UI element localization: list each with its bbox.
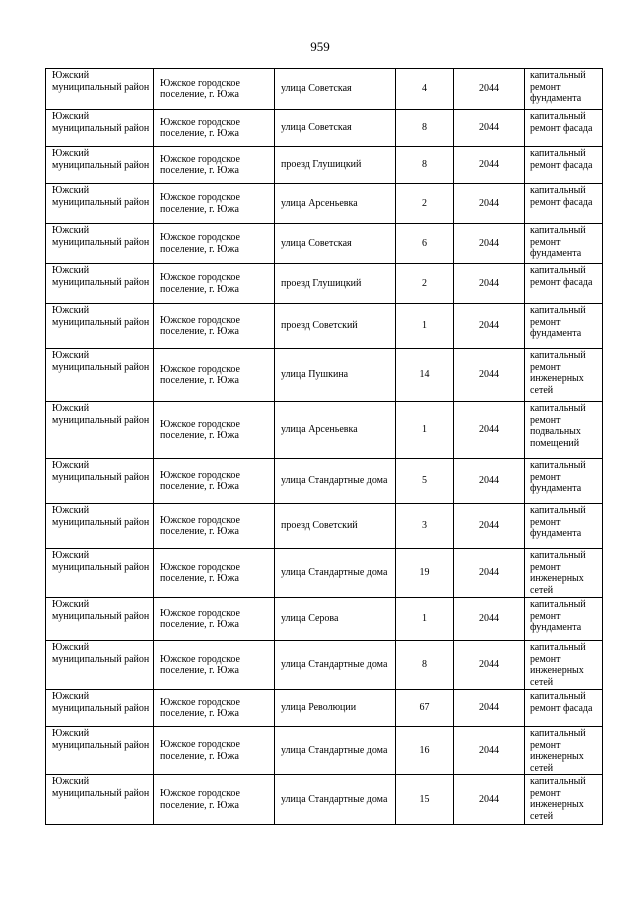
street-cell-text: улица Стандартные дома [281,567,388,579]
house-number-cell [396,264,454,304]
work-type-cell-text: капитальный ремонт фасада [530,691,593,714]
district-cell [46,264,154,304]
year-cell [454,598,525,641]
district-cell [46,402,154,459]
work-type-cell-text: капитальный ремонт фасада [530,265,593,288]
district-cell [46,690,154,727]
settlement-cell-text: Южское городское поселение, г. Южа [160,469,240,492]
street-cell [275,775,396,825]
work-type-cell [525,69,603,110]
street-cell [275,110,396,147]
settlement-cell [154,459,275,504]
settlement-cell-text: Южское городское поселение, г. Южа [160,116,240,139]
work-type-cell [525,349,603,402]
street-cell [275,304,396,349]
district-cell-text: Южский муниципальный район [52,111,150,134]
table-row [46,349,603,402]
page-number: 959 [310,39,330,54]
year-cell [454,304,525,349]
year-cell-text: 2044 [479,744,499,756]
work-type-cell-text: капитальный ремонт фундамента [530,70,586,104]
district-cell [46,549,154,598]
work-type-cell-text: капитальный ремонт фасада [530,185,593,208]
district-cell [46,504,154,549]
district-cell-text: Южский муниципальный район [52,403,150,426]
district-cell-text: Южский муниципальный район [52,70,150,93]
street-cell [275,504,396,549]
year-cell [454,549,525,598]
street-cell [275,459,396,504]
year-cell-text: 2044 [479,122,499,134]
work-type-cell-text: капитальный ремонт инженерных сетей [530,642,586,688]
work-type-cell [525,147,603,184]
work-type-cell [525,727,603,775]
settlement-cell-text: Южское городское поселение, г. Южа [160,153,240,176]
street-cell-text: улица Пушкина [281,369,349,381]
table-row [46,402,603,459]
settlement-cell-text: Южское городское поселение, г. Южа [160,77,240,100]
street-cell-text: проезд Советский [281,520,358,532]
settlement-cell-text: Южское городское поселение, г. Южа [160,788,240,811]
work-type-cell [525,224,603,264]
year-cell [454,459,525,504]
settlement-cell-text: Южское городское поселение, г. Южа [160,363,240,386]
street-cell-text: улица Стандартные дома [281,793,388,805]
street-cell-text: проезд Глушицкий [281,277,362,289]
year-cell-text: 2044 [479,567,499,579]
table-row [46,504,603,549]
table-row [46,69,603,110]
work-type-cell-text: капитальный ремонт инженерных сетей [530,776,586,822]
street-cell [275,224,396,264]
settlement-cell-text: Южское городское поселение, г. Южа [160,514,240,537]
district-cell-text: Южский муниципальный район [52,350,150,373]
work-type-cell-text: капитальный ремонт фасада [530,148,593,171]
district-cell-text: Южский муниципальный район [52,265,150,288]
table-row [46,690,603,727]
table-body [46,69,603,825]
district-cell-text: Южский муниципальный район [52,691,150,714]
table-row [46,147,603,184]
house-number-cell [396,304,454,349]
street-cell [275,349,396,402]
work-type-cell-text: капитальный ремонт инженерных сетей [530,350,586,396]
settlement-cell [154,349,275,402]
district-cell-text: Южский муниципальный район [52,148,150,171]
district-cell-text: Южский муниципальный район [52,550,150,573]
work-type-cell [525,264,603,304]
house-number-cell [396,69,454,110]
table-row [46,598,603,641]
year-cell-text: 2044 [479,197,499,209]
settlement-cell [154,775,275,825]
house-number-cell-text: 4 [422,83,427,95]
district-cell [46,459,154,504]
district-cell-text: Южский муниципальный район [52,728,150,751]
house-number-cell [396,147,454,184]
year-cell [454,184,525,224]
work-type-cell [525,641,603,690]
settlement-cell [154,549,275,598]
house-number-cell-text: 16 [419,744,430,756]
district-cell [46,110,154,147]
year-cell [454,147,525,184]
year-cell-text: 2044 [479,320,499,332]
district-cell [46,224,154,264]
year-cell [454,727,525,775]
work-type-cell-text: капитальный ремонт инженерных сетей [530,728,586,774]
work-type-cell [525,304,603,349]
street-cell [275,402,396,459]
street-cell-text: улица Стандартные дома [281,475,388,487]
street-cell [275,264,396,304]
district-cell [46,304,154,349]
settlement-cell-text: Южское городское поселение, г. Южа [160,696,240,719]
house-number-cell-text: 15 [419,793,430,805]
district-cell [46,147,154,184]
house-number-cell-text: 8 [422,122,427,134]
year-cell-text: 2044 [479,369,499,381]
table-row [46,224,603,264]
work-type-cell [525,402,603,459]
house-number-cell-text: 19 [419,567,430,579]
street-cell-text: улица Советская [281,122,352,134]
settlement-cell-text: Южское городское поселение, г. Южа [160,314,240,337]
year-cell-text: 2044 [479,659,499,671]
district-cell-text: Южский муниципальный район [52,305,150,328]
street-cell [275,598,396,641]
settlement-cell [154,184,275,224]
street-cell-text: улица Советская [281,237,352,249]
work-type-cell-text: капитальный ремонт фундамента [530,225,586,259]
house-number-cell [396,775,454,825]
table-row [46,184,603,224]
district-cell [46,727,154,775]
district-cell [46,184,154,224]
house-number-cell-text: 67 [419,702,430,714]
table-row [46,304,603,349]
settlement-cell-text: Южское городское поселение, г. Южа [160,418,240,441]
year-cell-text: 2044 [479,702,499,714]
settlement-cell [154,147,275,184]
district-cell-text: Южский муниципальный район [52,505,150,528]
settlement-cell-text: Южское городское поселение, г. Южа [160,192,240,215]
house-number-cell [396,349,454,402]
work-type-cell-text: капитальный ремонт подвальных помещений [530,403,586,449]
house-number-cell-text: 6 [422,237,427,249]
house-number-cell [396,549,454,598]
settlement-cell-text: Южское городское поселение, г. Южа [160,561,240,584]
work-type-cell [525,184,603,224]
settlement-cell-text: Южское городское поселение, г. Южа [160,232,240,255]
year-cell [454,349,525,402]
settlement-cell [154,598,275,641]
table-row [46,549,603,598]
district-cell [46,641,154,690]
repair-schedule-table [45,68,603,825]
year-cell [454,224,525,264]
work-type-cell [525,110,603,147]
street-cell-text: улица Стандартные дома [281,744,388,756]
settlement-cell [154,402,275,459]
settlement-cell-text: Южское городское поселение, г. Южа [160,653,240,676]
district-cell-text: Южский муниципальный район [52,185,150,208]
table-row [46,727,603,775]
year-cell [454,69,525,110]
district-cell-text: Южский муниципальный район [52,642,150,665]
street-cell-text: улица Серова [281,613,339,625]
table-row [46,775,603,825]
year-cell [454,504,525,549]
house-number-cell [396,184,454,224]
house-number-cell-text: 3 [422,520,427,532]
work-type-cell [525,775,603,825]
house-number-cell-text: 8 [422,159,427,171]
house-number-cell-text: 1 [422,424,427,436]
settlement-cell [154,264,275,304]
district-cell-text: Южский муниципальный район [52,599,150,622]
work-type-cell [525,504,603,549]
street-cell-text: проезд Глушицкий [281,159,362,171]
district-cell [46,69,154,110]
street-cell [275,641,396,690]
table-row [46,459,603,504]
settlement-cell-text: Южское городское поселение, г. Южа [160,607,240,630]
settlement-cell [154,224,275,264]
year-cell-text: 2044 [479,277,499,289]
work-type-cell [525,549,603,598]
house-number-cell [396,727,454,775]
year-cell [454,775,525,825]
house-number-cell-text: 5 [422,475,427,487]
house-number-cell [396,598,454,641]
house-number-cell-text: 2 [422,197,427,209]
year-cell [454,264,525,304]
year-cell-text: 2044 [479,520,499,532]
house-number-cell-text: 14 [419,369,430,381]
house-number-cell-text: 1 [422,613,427,625]
work-type-cell-text: капитальный ремонт фундамента [530,505,586,539]
street-cell-text: улица Арсеньевка [281,197,358,209]
house-number-cell-text: 2 [422,277,427,289]
house-number-cell [396,402,454,459]
year-cell [454,110,525,147]
street-cell [275,727,396,775]
district-cell [46,775,154,825]
year-cell-text: 2044 [479,424,499,436]
work-type-cell-text: капитальный ремонт инженерных сетей [530,550,586,596]
year-cell-text: 2044 [479,613,499,625]
settlement-cell [154,110,275,147]
street-cell-text: улица Советская [281,83,352,95]
street-cell-text: проезд Советский [281,320,358,332]
table-row [46,110,603,147]
year-cell [454,641,525,690]
street-cell-text: улица Стандартные дома [281,659,388,671]
year-cell-text: 2044 [479,159,499,171]
street-cell [275,69,396,110]
house-number-cell [396,690,454,727]
table-row [46,264,603,304]
year-cell [454,690,525,727]
year-cell [454,402,525,459]
settlement-cell-text: Южское городское поселение, г. Южа [160,272,240,295]
street-cell-text: улица Революции [281,702,357,714]
district-cell [46,349,154,402]
work-type-cell-text: капитальный ремонт фасада [530,111,593,134]
house-number-cell [396,459,454,504]
house-number-cell-text: 1 [422,320,427,332]
street-cell [275,147,396,184]
work-type-cell [525,598,603,641]
house-number-cell-text: 8 [422,659,427,671]
district-cell-text: Южский муниципальный район [52,460,150,483]
work-type-cell [525,690,603,727]
district-cell-text: Южский муниципальный район [52,776,150,799]
year-cell-text: 2044 [479,83,499,95]
district-cell-text: Южский муниципальный район [52,225,150,248]
work-type-cell [525,459,603,504]
year-cell-text: 2044 [479,475,499,487]
settlement-cell [154,690,275,727]
work-type-cell-text: капитальный ремонт фундамента [530,599,586,633]
year-cell-text: 2044 [479,793,499,805]
house-number-cell [396,641,454,690]
street-cell [275,184,396,224]
settlement-cell [154,304,275,349]
settlement-cell [154,641,275,690]
work-type-cell-text: капитальный ремонт фундамента [530,305,586,339]
district-cell [46,598,154,641]
settlement-cell [154,504,275,549]
street-cell-text: улица Арсеньевка [281,424,358,436]
house-number-cell [396,110,454,147]
year-cell-text: 2044 [479,237,499,249]
settlement-cell [154,727,275,775]
table-row [46,641,603,690]
street-cell [275,690,396,727]
settlement-cell-text: Южское городское поселение, г. Южа [160,739,240,762]
street-cell [275,549,396,598]
house-number-cell [396,224,454,264]
house-number-cell [396,504,454,549]
work-type-cell-text: капитальный ремонт фундамента [530,460,586,494]
settlement-cell [154,69,275,110]
